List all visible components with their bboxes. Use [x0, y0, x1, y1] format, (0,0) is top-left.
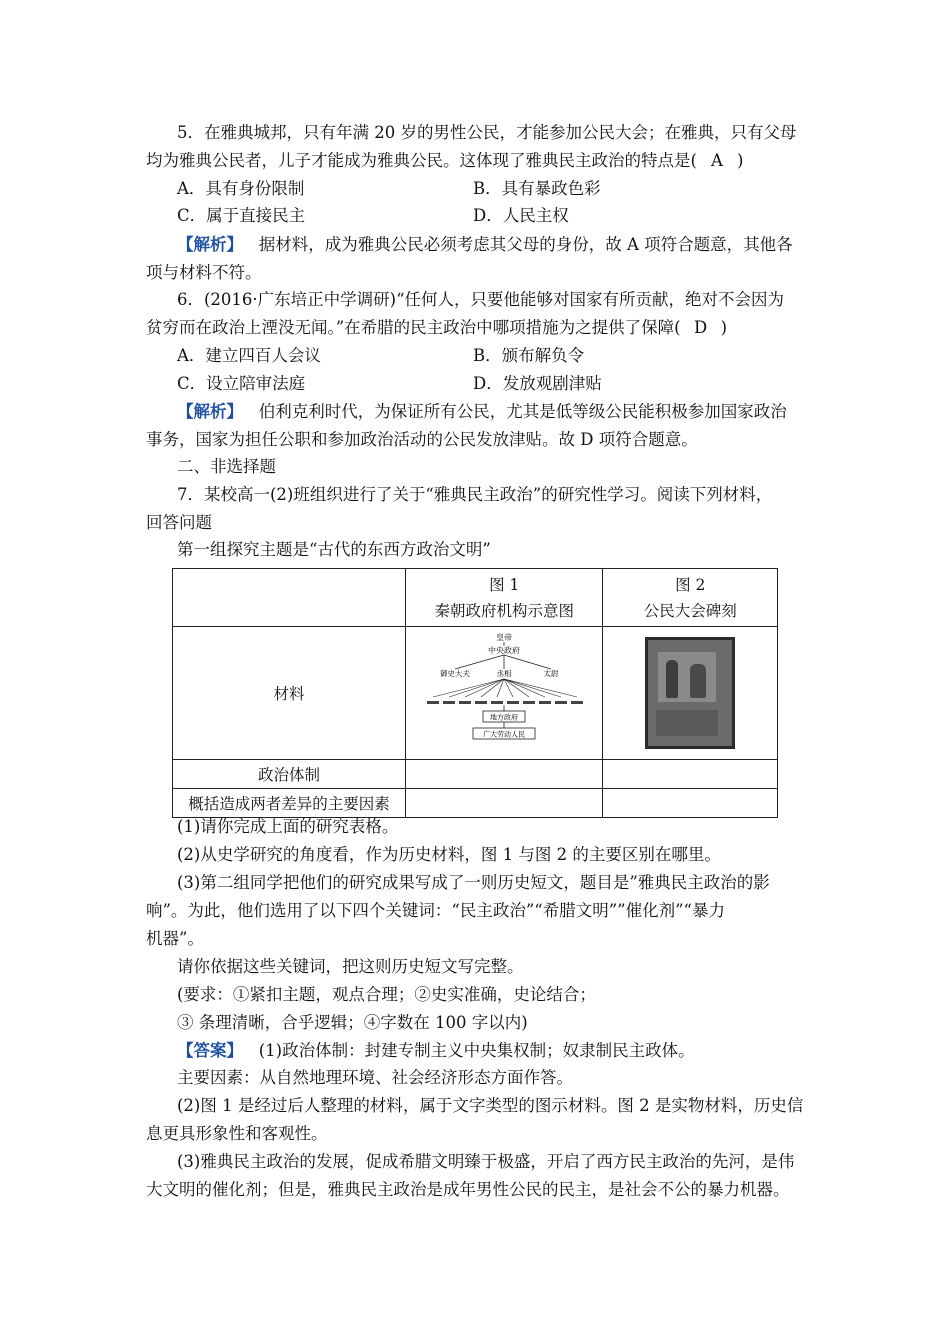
section-heading: 二、非选择题 — [177, 457, 276, 476]
q5-analysis-line2: 项与材料不符。 — [146, 263, 262, 282]
q6-analysis-line2: 事务，国家为担任公职和参加政治活动的公民发放津贴。故 D 项符合题意。 — [146, 430, 698, 449]
q6-answer: D — [694, 318, 708, 337]
q5-paren-close: ) — [736, 151, 744, 170]
stele-figure-left — [666, 660, 678, 698]
q6-stem-text: 贫穷而在政治上湮没无闻。”在希腊的民主政治中哪项措施为之提供了保障( — [146, 318, 681, 337]
row-system-label: 政治体制 — [173, 760, 406, 789]
q7-answer-1: (1)政治体制：封建专制主义中央集权制；奴隶制民主政体。 — [258, 1041, 695, 1060]
table-corner-cell — [173, 569, 406, 627]
q7-sub2: (2)从史学研究的角度看，作为历史材料，图 1 与图 2 的主要区别在哪里。 — [177, 845, 721, 864]
q7-sub3-line1: (3)第二组同学把他们的研究成果写成了一则历史短文，题目是”雅典民主政治的影 — [177, 873, 770, 892]
row-factors-label: 概括造成两者差异的主要因素 — [173, 789, 406, 818]
row-system-fig1[interactable] — [406, 760, 603, 789]
fig1-cell — [406, 627, 603, 760]
fig2-header — [603, 569, 778, 627]
fig2-number: 图 2 — [675, 575, 706, 594]
stele-figure-right — [690, 664, 706, 698]
q6-stem-line2 — [146, 317, 727, 339]
q7-answer-3-line2: 大文明的催化剂；但是，雅典民主政治是成年男性公民的民主，是社会不公的暴力机器。 — [146, 1180, 790, 1199]
row-factors-fig1[interactable] — [406, 789, 603, 818]
diagram-yushi: 御史大夫 — [440, 669, 471, 678]
q6-option-c: C．设立陪审法庭 — [177, 374, 306, 393]
row-system-fig2[interactable] — [603, 760, 778, 789]
q6-analysis-line1 — [177, 401, 787, 423]
q5-option-a: A．具有身份限制 — [177, 179, 305, 198]
q6-stem-line1: 6．(2016·广东培正中学调研)“任何人，只要他能够对国家有所贡献，绝对不会因为 — [177, 290, 785, 309]
q5-analysis-line1 — [177, 234, 793, 256]
row-material-label: 材料 — [173, 627, 406, 760]
q5-stem-line1: 5．在雅典城邦，只有年满 20 岁的男性公民，才能参加公民大会；在雅典，只有父母 — [177, 123, 797, 142]
q5-analysis-text: 据材料，成为雅典公民必须考虑其父母的身份，故 A 项符合题意，其他各 — [258, 235, 793, 254]
q6-analysis-text: 伯利克利时代，为保证所有公民，尤其是低等级公民能积极参加国家政治 — [258, 402, 787, 421]
qin-government-diagram — [419, 631, 589, 751]
q5-answer: A — [710, 151, 723, 170]
q7-requirement-line1: (要求：①紧扣主题，观点合理；②史实准确，史论结合； — [177, 985, 596, 1004]
q7-answer-1b: 主要因素：从自然地理环境、社会经济形态方面作答。 — [177, 1068, 573, 1087]
q6-option-a: A．建立四百人会议 — [177, 346, 321, 365]
q6-paren-close: ) — [720, 318, 728, 337]
q7-group1-topic: 第一组探究主题是“古代的东西方政治文明” — [177, 540, 491, 559]
diagram-chengxiang: 丞相 — [496, 669, 512, 678]
q5-option-d: D．人民主权 — [473, 206, 569, 225]
q7-answer-line1 — [177, 1040, 695, 1062]
q5-option-c: C．属于直接民主 — [177, 206, 306, 225]
q5-stem-line2 — [146, 150, 743, 172]
fig1-number: 图 1 — [489, 575, 520, 594]
fig2-cell — [603, 627, 778, 760]
diagram-people: 广大劳动人民 — [483, 730, 526, 739]
diagram-ministries — [427, 701, 583, 704]
q6-analysis-tag: 【解析】 — [177, 402, 243, 421]
q7-sub1: (1)请你完成上面的研究表格。 — [177, 817, 399, 836]
stele-relief-image — [645, 637, 735, 749]
q6-option-d: D．发放观剧津贴 — [473, 374, 602, 393]
q7-sub3-line3: 机器”。 — [146, 929, 204, 948]
fig2-title: 公民大会碑刻 — [643, 601, 737, 620]
diagram-ministries-lines — [433, 679, 577, 697]
q7-answer-2-line1: (2)图 1 是经过后人整理的材料，属于文字类型的图示材料。图 2 是实物材料，历史信 — [177, 1096, 804, 1115]
q5-analysis-tag: 【解析】 — [177, 235, 243, 254]
q7-instruction: 请你依据这些关键词，把这则历史短文写完整。 — [177, 957, 524, 976]
diagram-central-government: 中央政府 — [488, 646, 521, 655]
q5-option-b: B．具有暴政色彩 — [473, 179, 601, 198]
q7-requirement-line2: ③ 条理清晰，合乎逻辑；④字数在 100 字以内) — [177, 1013, 528, 1032]
fig1-header — [406, 569, 603, 627]
diagram-local-government: 地方政府 — [490, 713, 519, 722]
row-factors-fig2[interactable] — [603, 789, 778, 818]
q5-stem-text: 均为雅典公民者，儿子才能成为雅典公民。这体现了雅典民主政治的特点是( — [146, 151, 697, 170]
diagram-emperor: 皇帝 — [496, 633, 513, 642]
fig1-title: 秦朝政府机构示意图 — [434, 601, 574, 620]
q7-stem-line2: 回答问题 — [146, 513, 212, 532]
q7-sub3-line2: 响”。为此，他们选用了以下四个关键词：“民主政治”“希腊文明””催化剂”“暴力 — [146, 901, 725, 920]
q7-answer-3-line1: (3)雅典民主政治的发展，促成希腊文明臻于极盛，开启了西方民主政治的先河，是伟 — [177, 1152, 795, 1171]
research-table — [172, 568, 778, 818]
q7-stem-line1: 7．某校高一(2)班组织进行了关于“雅典民主政治”的研究性学习。阅读下列材料， — [177, 485, 773, 504]
q7-answer-2-line2: 息更具形象性和客观性。 — [146, 1124, 328, 1143]
q7-answer-tag: 【答案】 — [177, 1041, 243, 1060]
stele-inscription-area — [656, 710, 718, 736]
q6-option-b: B．颁布解负令 — [473, 346, 585, 365]
diagram-taiwei: 太尉 — [543, 669, 559, 678]
